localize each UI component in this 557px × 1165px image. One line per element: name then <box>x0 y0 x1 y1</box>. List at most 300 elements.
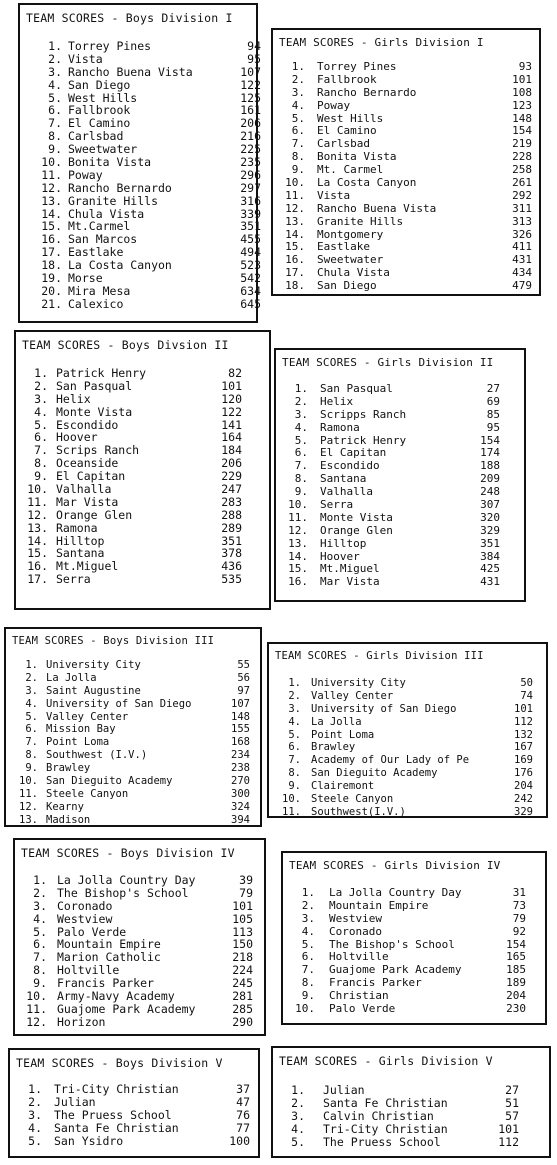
team-score: 320 <box>480 510 500 524</box>
rank: 8. <box>288 767 301 780</box>
standing-row <box>273 87 539 100</box>
standing-row <box>16 367 269 380</box>
standing-row <box>20 155 261 170</box>
rank: 8. <box>291 150 305 164</box>
rank: 7. <box>294 459 308 473</box>
standing-row <box>16 380 269 393</box>
team-score: 132 <box>514 728 533 741</box>
standing-row <box>16 393 269 406</box>
standing-row <box>20 64 261 79</box>
rank: 2. <box>301 898 315 912</box>
rank: 3. <box>33 898 47 913</box>
team-name: Vista <box>317 188 351 202</box>
rank: 1. <box>294 382 308 395</box>
standing-row <box>6 659 260 672</box>
team-score: 411 <box>512 240 532 254</box>
standing-row <box>273 138 539 151</box>
standing-row <box>276 538 524 551</box>
standing-row <box>20 167 261 182</box>
team-score: 292 <box>512 188 532 202</box>
division-panel-girls-1 <box>271 28 541 296</box>
team-name: Mar Vista <box>320 575 380 589</box>
rank: 8. <box>25 749 38 762</box>
rank: 8. <box>301 976 315 990</box>
standing-row <box>20 180 261 195</box>
rank: 11. <box>26 1001 47 1016</box>
standing-row <box>273 1084 549 1097</box>
division-title: TEAM SCORES - Boys Division V <box>16 1056 223 1070</box>
standing-row <box>6 788 260 801</box>
standing-row <box>15 1003 264 1016</box>
rank: 12. <box>27 507 48 522</box>
team-name: Oceanside <box>56 456 119 471</box>
team-score: 258 <box>512 163 532 177</box>
rank: 5. <box>291 111 305 125</box>
team-name: Escondido <box>320 459 380 473</box>
standing-row <box>273 280 539 293</box>
team-name: Palo Verde <box>329 1002 396 1016</box>
team-score: 242 <box>514 793 533 806</box>
division-title: TEAM SCORES - Girls Division IV <box>289 859 501 872</box>
rank: 13. <box>285 214 305 228</box>
standing-row <box>15 951 264 964</box>
team-name: Academy of Our Lady of Pe <box>311 754 470 767</box>
team-score: 394 <box>231 813 250 826</box>
team-name: Eastlake <box>317 240 370 254</box>
standing-row <box>273 100 539 113</box>
team-name: Point Loma <box>311 728 375 741</box>
rank: 5. <box>48 90 62 105</box>
team-score: 425 <box>480 562 500 576</box>
standing-row <box>6 685 260 698</box>
standings-list <box>15 874 264 1029</box>
team-score: 247 <box>221 482 242 497</box>
standing-row <box>6 762 260 775</box>
rank: 4. <box>34 404 48 419</box>
team-score: 351 <box>240 219 261 234</box>
team-name: Torrey Pines <box>68 39 152 53</box>
team-score: 645 <box>240 296 261 311</box>
team-name: Julian <box>54 1094 96 1109</box>
rank: 5. <box>33 924 47 939</box>
rank: 11. <box>19 787 38 800</box>
standing-row <box>6 723 260 736</box>
team-name: Christian <box>329 989 389 1003</box>
rank: 16. <box>27 559 48 574</box>
team-name: Orange Glen <box>320 523 393 537</box>
team-name: Monte Vista <box>56 404 133 419</box>
team-name: Coronado <box>57 898 113 913</box>
team-score: 290 <box>232 1014 253 1029</box>
team-name: El Camino <box>68 116 131 131</box>
team-score: 431 <box>480 575 500 589</box>
team-name: Hilltop <box>56 533 105 548</box>
team-name: Tri-City Christian <box>323 1121 448 1136</box>
rank: 10. <box>26 989 47 1004</box>
rank: 12. <box>288 523 308 537</box>
rank: 4. <box>28 1120 42 1135</box>
team-name: Carlsbad <box>317 137 370 151</box>
team-score: 281 <box>232 989 253 1004</box>
team-score: 455 <box>240 232 261 247</box>
team-name: La Costa Canyon <box>68 258 172 273</box>
rank: 3. <box>25 684 38 697</box>
team-name: Monte Vista <box>320 510 393 524</box>
rank: 6. <box>25 723 38 736</box>
division-panel-boys-1 <box>18 3 261 323</box>
standing-row <box>269 741 546 754</box>
team-score: 79 <box>239 885 253 900</box>
team-name: Poway <box>68 167 103 182</box>
standing-row <box>269 767 546 780</box>
team-score: 82 <box>228 366 242 380</box>
standings-list <box>16 367 269 586</box>
team-name: The Pruess School <box>54 1107 172 1122</box>
rank: 9. <box>48 142 62 157</box>
team-name: Bonita Vista <box>68 155 152 170</box>
team-score: 97 <box>237 684 250 697</box>
rank: 10. <box>27 482 48 497</box>
team-score: 122 <box>221 404 242 419</box>
team-name: Torrey Pines <box>317 60 397 73</box>
team-name: Patrick Henry <box>56 366 147 380</box>
standing-row <box>273 229 539 242</box>
standing-row <box>20 51 261 66</box>
team-score: 174 <box>480 446 500 460</box>
team-name: Kearny <box>46 800 84 813</box>
rank: 5. <box>291 1134 305 1149</box>
rank: 18. <box>285 279 305 293</box>
team-name: Bonita Vista <box>317 150 397 164</box>
team-name: Palo Verde <box>57 924 127 939</box>
team-name: Francis Parker <box>329 976 422 990</box>
team-name: San Ysidro <box>54 1133 124 1148</box>
standing-row <box>15 887 264 900</box>
team-score: 56 <box>237 671 250 684</box>
rank: 9. <box>291 163 305 177</box>
rank: 1. <box>288 677 301 689</box>
team-score: 95 <box>247 51 261 66</box>
rank: 2. <box>294 394 308 408</box>
division-title: TEAM SCORES - Girls Division II <box>282 356 494 369</box>
team-name: University City <box>311 677 406 689</box>
team-name: Valley Center <box>46 710 129 723</box>
rank: 6. <box>33 937 47 952</box>
team-score: 307 <box>480 498 500 512</box>
rank: 12. <box>26 1014 47 1029</box>
team-name: Hoover <box>320 549 360 563</box>
team-name: Valhalla <box>320 485 373 499</box>
standing-row <box>16 483 269 496</box>
team-name: Brawley <box>311 741 356 754</box>
rank: 3. <box>48 64 62 79</box>
team-name: Steele Canyon <box>311 793 394 806</box>
rank: 17. <box>285 266 305 280</box>
team-score: 289 <box>221 520 242 535</box>
rank: 15. <box>41 219 62 234</box>
standing-row <box>20 283 261 298</box>
standing-row <box>273 254 539 267</box>
rank: 12. <box>19 800 38 813</box>
team-name: Santana <box>56 546 105 561</box>
rank: 10. <box>41 155 62 170</box>
team-score: 92 <box>512 924 526 938</box>
team-score: 79 <box>512 911 526 925</box>
rank: 2. <box>291 1095 305 1110</box>
standing-row <box>10 1109 258 1122</box>
rank: 3. <box>291 85 305 99</box>
team-score: 248 <box>480 485 500 499</box>
team-score: 77 <box>236 1120 250 1135</box>
team-name: San Diego <box>317 279 377 293</box>
standing-row <box>269 690 546 703</box>
team-score: 51 <box>505 1095 519 1110</box>
team-score: 238 <box>231 762 250 775</box>
team-name: Valley Center <box>311 689 394 702</box>
team-name: Helix <box>56 391 91 406</box>
team-score: 300 <box>231 787 250 800</box>
rank: 9. <box>34 469 48 484</box>
team-name: Guajome Park Academy <box>57 1001 196 1016</box>
team-score: 154 <box>512 124 532 138</box>
standing-row <box>276 525 524 538</box>
team-score: 101 <box>512 72 532 86</box>
team-score: 184 <box>221 443 242 458</box>
team-score: 50 <box>520 677 533 689</box>
rank: 13. <box>19 813 38 826</box>
standing-row <box>16 496 269 509</box>
standing-row <box>6 749 260 762</box>
standing-row <box>276 409 524 422</box>
rank: 3. <box>291 1108 305 1123</box>
team-score: 154 <box>506 937 526 951</box>
rank: 8. <box>34 456 48 471</box>
standing-row <box>273 113 539 126</box>
team-score: 378 <box>221 546 242 561</box>
team-name: Serra <box>56 572 91 587</box>
team-score: 384 <box>480 549 500 563</box>
division-title: TEAM SCORES - Boys Divsion II <box>22 338 229 352</box>
standing-row <box>273 1097 549 1110</box>
team-score: 148 <box>512 111 532 125</box>
team-score: 229 <box>221 469 242 484</box>
team-name: San Diego <box>68 77 131 92</box>
division-panel-girls-3 <box>267 642 548 818</box>
team-score: 27 <box>505 1083 519 1097</box>
standing-row <box>269 793 546 806</box>
standing-row <box>283 1003 545 1016</box>
team-score: 150 <box>232 937 253 952</box>
division-title: TEAM SCORES - Boys Division III <box>12 635 215 647</box>
team-name: Southwest(I.V.) <box>311 805 406 818</box>
team-name: El Camino <box>317 124 377 138</box>
division-panel-girls-2 <box>274 348 526 602</box>
team-score: 219 <box>512 137 532 151</box>
standings-list <box>6 659 260 827</box>
standings-list <box>273 1084 549 1148</box>
rank: 2. <box>291 72 305 86</box>
team-score: 123 <box>512 98 532 112</box>
rank: 1. <box>291 60 305 73</box>
team-name: El Capitan <box>320 446 387 460</box>
rank: 3. <box>34 391 48 406</box>
standing-row <box>273 125 539 138</box>
team-name: Ramona <box>56 520 98 535</box>
team-name: Mountain Empire <box>329 898 429 912</box>
team-score: 339 <box>240 206 261 221</box>
rank: 2. <box>48 51 62 66</box>
team-score: 542 <box>240 271 261 286</box>
rank: 14. <box>288 549 308 563</box>
team-score: 188 <box>480 459 500 473</box>
team-name: San Dieguito Academy <box>46 775 173 788</box>
team-name: Fallbrook <box>68 103 131 118</box>
team-score: 39 <box>239 873 253 887</box>
team-score: 155 <box>231 723 250 736</box>
standing-row <box>15 990 264 1003</box>
rank: 14. <box>27 533 48 548</box>
rank: 15. <box>288 562 308 576</box>
team-score: 324 <box>231 800 250 813</box>
standing-row <box>283 913 545 926</box>
rank: 3. <box>288 702 301 715</box>
rank: 16. <box>285 253 305 267</box>
team-name: Westview <box>57 911 113 926</box>
team-name: La Jolla Country Day <box>329 886 462 899</box>
team-name: Eastlake <box>68 245 124 260</box>
team-score: 120 <box>221 391 242 406</box>
team-name: Mt.Miguel <box>56 559 119 574</box>
team-name: Clairemont <box>311 780 375 793</box>
team-score: 326 <box>512 227 532 241</box>
rank: 5. <box>294 433 308 447</box>
rank: 5. <box>288 728 301 741</box>
team-name: Santa Fe Christian <box>323 1095 448 1110</box>
team-name: Chula Vista <box>68 206 145 221</box>
rank: 3. <box>294 407 308 421</box>
team-name: Helix <box>320 394 354 408</box>
standing-row <box>10 1122 258 1135</box>
team-name: Rancho Bernardo <box>317 85 417 99</box>
team-name: San Pasqual <box>56 378 133 393</box>
team-score: 316 <box>240 193 261 208</box>
team-score: 122 <box>240 77 261 92</box>
team-name: El Capitan <box>56 469 126 484</box>
team-name: Escondido <box>56 417 119 432</box>
team-score: 494 <box>240 245 261 260</box>
team-score: 288 <box>221 507 242 522</box>
rank: 9. <box>33 976 47 991</box>
rank: 10. <box>19 775 38 788</box>
standings-list <box>276 383 524 589</box>
division-panel-boys-2 <box>14 330 271 610</box>
team-name: The Bishop's School <box>329 937 455 951</box>
standing-row <box>273 203 539 216</box>
team-name: Morse <box>68 271 103 286</box>
rank: 13. <box>27 520 48 535</box>
standing-row <box>6 698 260 711</box>
rank: 6. <box>288 741 301 754</box>
division-panel-girls-5 <box>271 1046 551 1158</box>
team-name: University of San Diego <box>311 702 457 715</box>
team-name: Patrick Henry <box>320 433 407 447</box>
team-name: Scripps Ranch <box>320 407 407 421</box>
team-score: 93 <box>518 60 532 73</box>
standing-row <box>276 499 524 512</box>
rank: 12. <box>285 201 305 215</box>
standing-row <box>15 900 264 913</box>
team-name: Coronado <box>329 924 382 938</box>
team-score: 168 <box>231 736 250 749</box>
team-score: 270 <box>231 775 250 788</box>
standing-row <box>276 396 524 409</box>
rank: 4. <box>294 420 308 434</box>
team-score: 141 <box>221 417 242 432</box>
standing-row <box>20 296 261 311</box>
rank: 2. <box>25 671 38 684</box>
team-name: Brawley <box>46 762 91 775</box>
rank: 19. <box>41 271 62 286</box>
team-name: University City <box>46 659 141 671</box>
team-score: 261 <box>512 176 532 190</box>
standings-list <box>20 39 261 311</box>
rank: 9. <box>301 989 315 1003</box>
team-score: 436 <box>221 559 242 574</box>
team-name: Granite Hills <box>68 193 159 208</box>
standing-row <box>15 913 264 926</box>
rank: 8. <box>294 472 308 486</box>
team-score: 37 <box>236 1082 250 1096</box>
team-score: 112 <box>498 1134 519 1149</box>
rank: 14. <box>285 227 305 241</box>
rank: 1. <box>48 39 62 53</box>
team-name: Santana <box>320 472 367 486</box>
team-name: Orange Glen <box>56 507 133 522</box>
rank: 17. <box>27 572 48 587</box>
team-score: 27 <box>486 382 500 395</box>
division-title: TEAM SCORES - Girls Division V <box>279 1054 493 1068</box>
standing-row <box>20 271 261 286</box>
team-score: 235 <box>240 155 261 170</box>
rank: 7. <box>33 950 47 965</box>
rank: 7. <box>25 736 38 749</box>
rank: 5. <box>28 1133 42 1148</box>
rank: 15. <box>285 240 305 254</box>
team-score: 297 <box>240 180 261 195</box>
division-title: TEAM SCORES - Boys Division I <box>26 11 233 25</box>
team-name: Montgomery <box>317 227 384 241</box>
team-score: 100 <box>229 1133 250 1148</box>
team-name: Steele Canyon <box>46 787 129 800</box>
team-score: 176 <box>514 767 533 780</box>
standing-row <box>16 509 269 522</box>
team-name: Valhalla <box>56 482 112 497</box>
team-score: 523 <box>240 258 261 273</box>
standings-list <box>10 1083 258 1147</box>
standing-row <box>20 77 261 92</box>
standing-row <box>283 887 545 900</box>
rank: 10. <box>295 1002 315 1016</box>
rank: 1. <box>33 873 47 887</box>
rank: 6. <box>301 950 315 964</box>
standing-row <box>273 241 539 254</box>
team-name: Serra <box>320 498 354 512</box>
team-name: Mission Bay <box>46 723 116 736</box>
team-name: Sweetwater <box>68 142 138 157</box>
team-name: Mt.Carmel <box>68 219 131 234</box>
team-score: 112 <box>514 715 533 728</box>
team-name: Westview <box>329 911 382 925</box>
